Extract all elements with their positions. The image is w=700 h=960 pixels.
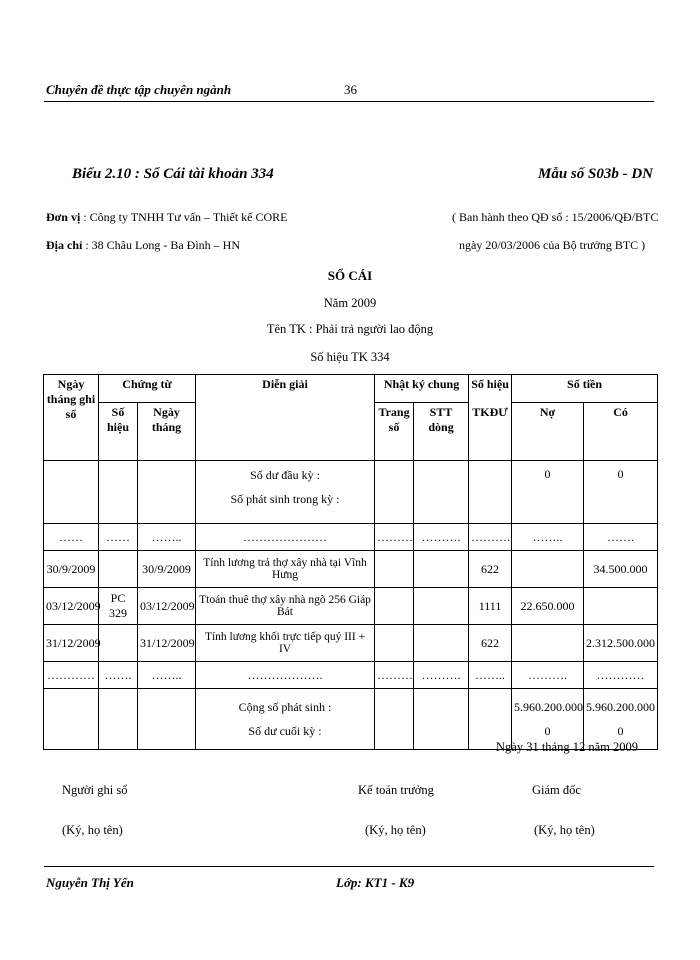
signer-director: Giám đốc (532, 783, 581, 797)
sign-note-director: (Ký, họ tên) (534, 823, 595, 837)
decree-line1: ( Ban hành theo QĐ số : 15/2006/QĐ/BTC (452, 210, 659, 224)
total-credit: 5.960.200.000 (586, 700, 656, 714)
col-line-header: STT dòng (414, 403, 469, 461)
account-number: Số hiệu TK 334 (310, 350, 390, 364)
account-name: Tên TK : Phải trả người lao động (266, 322, 434, 336)
sign-note-recorder: (Ký, họ tên) (62, 823, 123, 837)
closing-label: Số dư cuối kỳ : (248, 724, 322, 738)
closing-debit: 0 (544, 724, 551, 738)
address-value: : 38 Châu Long - Ba Đình – HN (82, 238, 240, 252)
col-contra-header-2: TKĐƯ (469, 403, 512, 461)
col-journal-header: Nhật ký chung (375, 375, 469, 403)
form-code: Mẫu số S03b - DN (538, 166, 654, 182)
table-row-ellipsis: …… …… …….. ………………… ……… ………. ………. …….. ……. (44, 524, 658, 551)
ledger-table (43, 374, 658, 750)
table-row-ellipsis: ………… ……. …….. ………………. ……… ………. …….. ………. ………… (44, 662, 658, 689)
period-label: Số phát sinh trong kỳ : (230, 492, 340, 506)
col-debit-header: Nợ (512, 403, 584, 461)
footer-rule (44, 866, 654, 867)
sign-note-chief-accountant: (Ký, họ tên) (365, 823, 426, 837)
col-desc-header: Diễn giải (196, 375, 375, 461)
unit-label: Đơn vị (46, 210, 81, 224)
col-amount-header: Số tiền (512, 375, 658, 403)
footer-class: Lớp: KT1 - K9 (336, 875, 415, 890)
ledger-year: Năm 2009 (323, 296, 377, 310)
unit-value: : Công ty TNHH Tư vấn – Thiết kế CORE (80, 210, 288, 224)
page-number: 36 (344, 82, 357, 97)
opening-credit: 0 (584, 461, 658, 524)
ledger-title: SỔ CÁI (327, 268, 373, 283)
opening-label: Số dư đầu kỳ : (250, 468, 320, 482)
unit-line (46, 210, 288, 225)
footer-author: Nguyễn Thị Yến (46, 875, 134, 890)
table-row: 03/12/2009 PC 329 03/12/2009 Ttoán thuê thợ xây nhà ngõ 256 Giáp Bát 1111 22.650.000 (44, 588, 658, 625)
form-title: Biểu 2.10 : Sổ Cái tài khoản 334 (72, 166, 274, 182)
col-contra-header: Số hiệu (469, 375, 512, 403)
totals-label: Cộng số phát sinh : (238, 700, 332, 714)
sign-date: Ngày 31 tháng 12 năm 2009 (496, 740, 638, 754)
address-line (46, 238, 240, 253)
header-left: Chuyên đề thực tập chuyên ngành (46, 82, 232, 97)
col-page-header: Trang số (375, 403, 414, 461)
table-row-opening (44, 461, 658, 524)
signer-recorder: Người ghi sổ (62, 783, 128, 797)
header-rule (44, 101, 654, 102)
decree-line2: ngày 20/03/2006 của Bộ trưởng BTC ) (459, 238, 646, 252)
col-date-header: Ngày tháng ghi sổ (44, 375, 99, 461)
table-row: 30/9/2009 30/9/2009 Tính lương trả thợ xây nhà tại Vĩnh Hưng 622 34.500.000 (44, 551, 658, 588)
col-voucher-header: Chứng từ (99, 375, 196, 403)
table-row: 31/12/2009 31/12/2009 Tính lương khối trực tiếp quý III + IV 622 2.312.500.000 (44, 625, 658, 662)
col-voucher-no-header: Số hiệu (99, 403, 138, 461)
col-credit-header: Có (584, 403, 658, 461)
total-debit: 5.960.200.000 (514, 700, 584, 714)
opening-debit: 0 (512, 461, 584, 524)
col-voucher-date-header: Ngày tháng (138, 403, 196, 461)
signer-chief-accountant: Kế toán trưởng (358, 783, 434, 797)
address-label: Địa chỉ (46, 238, 83, 252)
closing-credit: 0 (617, 724, 624, 738)
